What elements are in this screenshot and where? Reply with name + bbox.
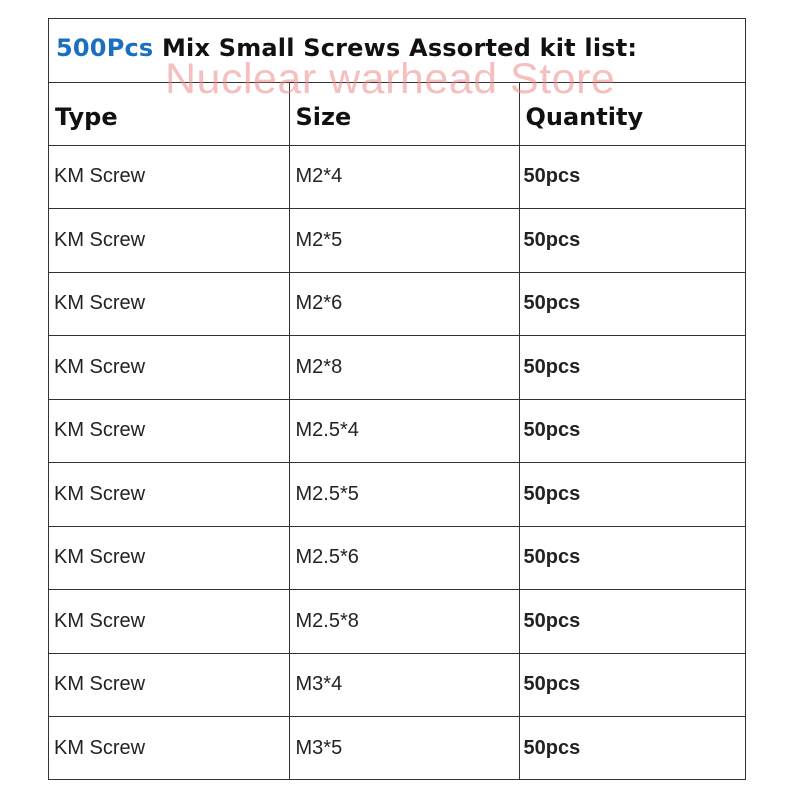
table-header-row — [49, 83, 745, 145]
cell-type: KM Screw — [49, 336, 289, 400]
cell-quantity: 50pcs — [519, 336, 745, 400]
cell-type: KM Screw — [49, 145, 289, 209]
cell-size: M2*4 — [289, 145, 519, 209]
cell-type: KM Screw — [49, 717, 289, 781]
cell-type: KM Screw — [49, 653, 289, 717]
table-row — [49, 145, 745, 209]
cell-type: KM Screw — [49, 399, 289, 463]
cell-quantity: 50pcs — [519, 526, 745, 590]
column-header-type: Type — [49, 83, 289, 145]
table-row — [49, 526, 745, 590]
title-bar — [49, 19, 745, 103]
cell-size: M2*6 — [289, 272, 519, 336]
cell-size: M2.5*6 — [289, 526, 519, 590]
cell-quantity: 50pcs — [519, 399, 745, 463]
cell-quantity: 50pcs — [519, 590, 745, 654]
cell-quantity: 50pcs — [519, 209, 745, 273]
cell-type: KM Screw — [49, 209, 289, 273]
cell-quantity: 50pcs — [519, 463, 745, 527]
cell-quantity: 50pcs — [519, 145, 745, 209]
cell-type: KM Screw — [49, 526, 289, 590]
cell-size: M2*5 — [289, 209, 519, 273]
cell-type: KM Screw — [49, 463, 289, 527]
cell-type: KM Screw — [49, 590, 289, 654]
cell-type: KM Screw — [49, 272, 289, 336]
table-row — [49, 272, 745, 336]
table-row — [49, 399, 745, 463]
cell-quantity: 50pcs — [523, 737, 581, 759]
cell-size: M2.5*5 — [289, 463, 519, 527]
column-header-quantity: Quantity — [519, 83, 745, 145]
store-watermark: Nuclear warhead Store — [165, 55, 616, 103]
kit-list-table — [49, 83, 745, 780]
kit-list-sheet — [48, 18, 746, 780]
table-row — [49, 653, 745, 717]
cell-size: M3*5 — [289, 717, 519, 781]
cell-size: M2*8 — [289, 336, 519, 400]
table-row — [49, 209, 745, 273]
table-row — [49, 590, 745, 654]
table-row — [49, 336, 745, 400]
table-row — [49, 717, 745, 781]
cell-size: M2.5*8 — [289, 590, 519, 654]
column-header-size: Size — [289, 83, 519, 145]
cell-size: M3*4 — [289, 653, 519, 717]
table-row — [49, 463, 745, 527]
title-description: Mix Small Screws Assorted kit list: — [153, 34, 638, 62]
cell-size: M2.5*4 — [289, 399, 519, 463]
cell-quantity: 50pcs — [519, 272, 745, 336]
title-piece-count: 500Pcs — [56, 34, 154, 62]
cell-quantity: 50pcs — [519, 653, 745, 717]
kit-list-title — [56, 34, 637, 62]
